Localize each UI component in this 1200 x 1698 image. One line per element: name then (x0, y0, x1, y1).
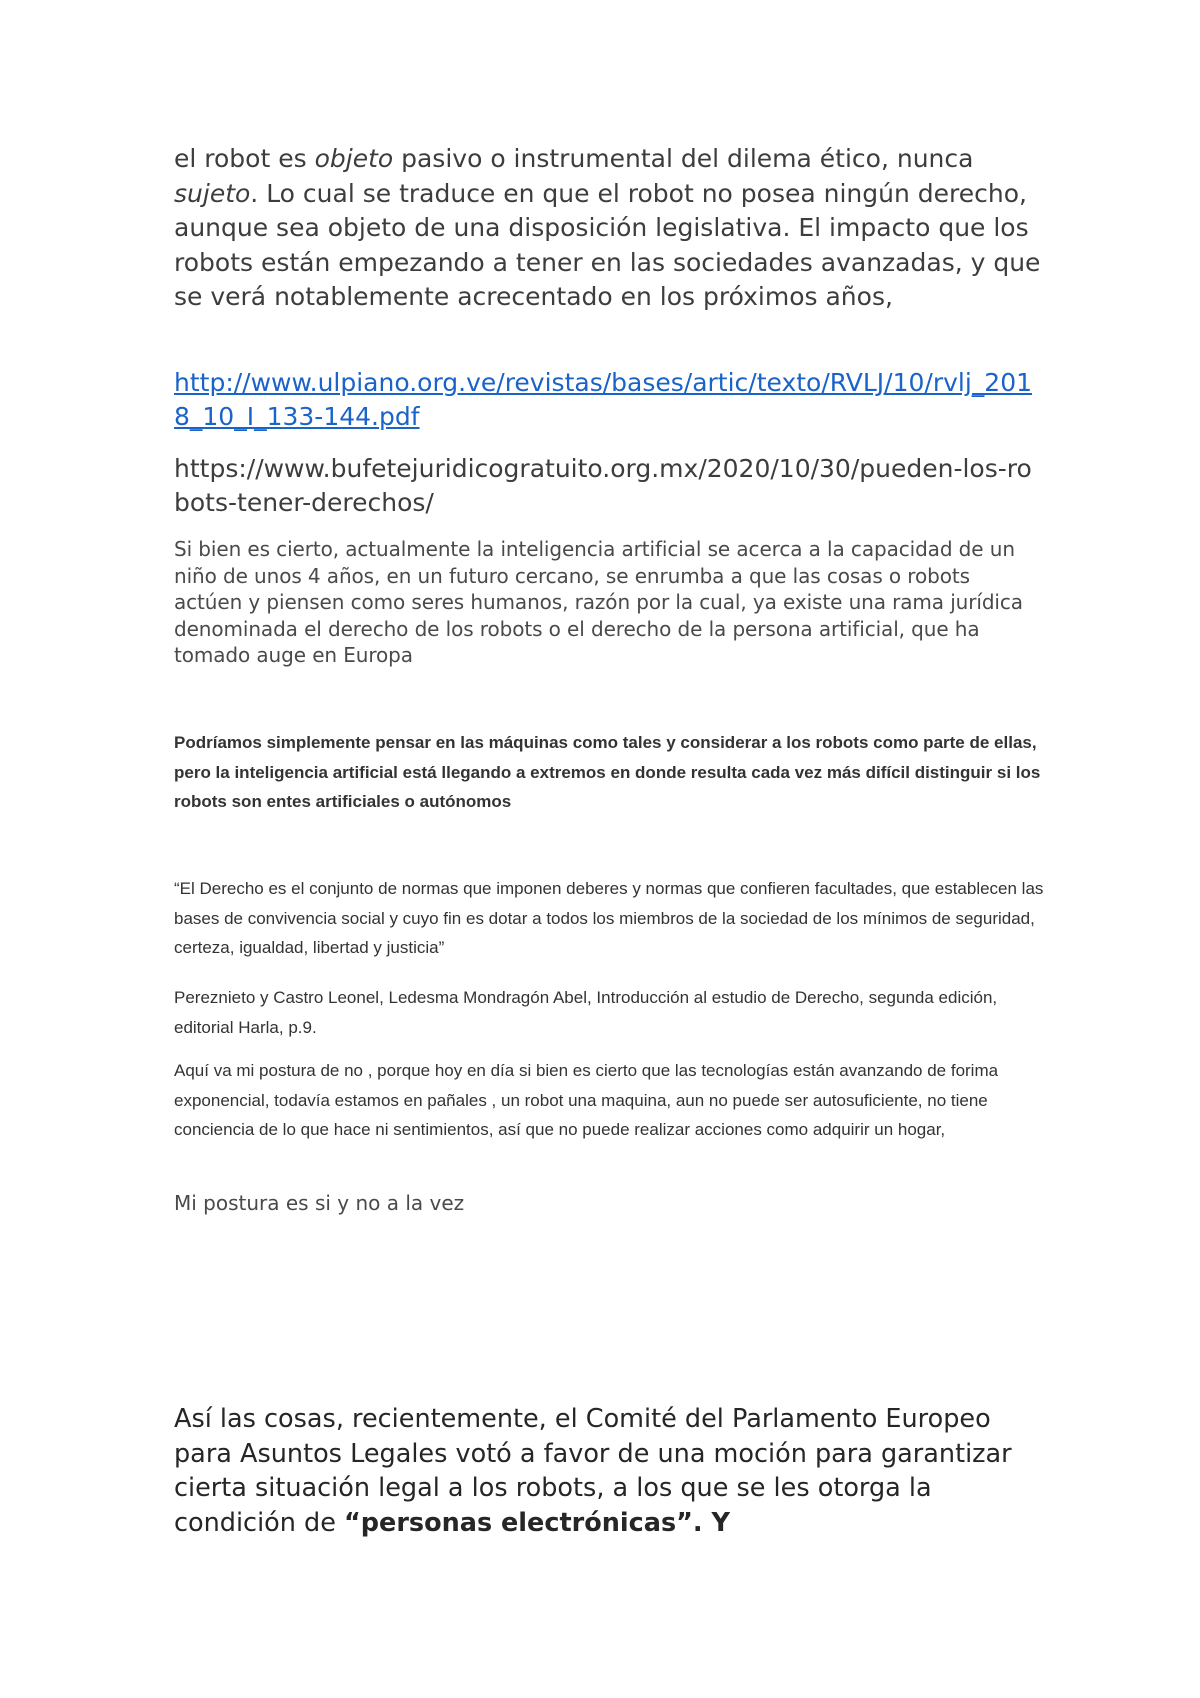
text-segment: Así las cosas, recientemente, el Comité del Parlamento Europeo para Asuntos Legales votó a favor de una moción para garantizar cierta situación legal a los robots, a los que se les otorga la condición de (174, 1404, 1012, 1538)
citation: Pereznieto y Castro Leonel, Ledesma Mondragón Abel, Introducción al estudio de Derecho, segunda edición, editorial Harla, p.9. (174, 988, 998, 1037)
quote-derecho: “El Derecho es el conjunto de normas que imponen deberes y normas que confieren facultades, que establecen las bases de convivencia social y cuyo fin es dotar a todos los miembros de la sociedad de los mínimos de seguridad, certeza, igualdad, libertad y justicia” (174, 879, 1044, 957)
link-ulpiano[interactable]: http://www.ulpiano.org.ve/revistas/bases/artic/texto/RVLJ/10/rvlj_2018_10_I_133-144.pdf (174, 368, 1033, 431)
paragraph-inteligencia-artificial: Si bien es cierto, actualmente la inteligencia artificial se acerca a la capacidad de un niño de unos 4 años, en un futuro cercano, se enrumba a que las cosas o robots actúen y piensen como seres humanos, razón por la cual, ya existe una rama jurídica denominada el derecho de los robots o el derecho de la persona artificial, que ha tomado auge en Europa (174, 537, 1023, 667)
text-segment: pasivo o instrumental del dilema ético, nunca (393, 144, 974, 173)
text-segment: . Lo cual se traduce en que el robot no posea ningún derecho, aunque sea objeto de una disposición legislativa. El impacto que los robots están empezando a tener en las sociedades avanzadas, y que se verá notablemente acrecentado en los próximos años, (174, 178, 1041, 311)
bold-personas-electronicas: “personas electrónicas”. Y (344, 1507, 730, 1538)
italic-sujeto: sujeto (174, 178, 251, 208)
paragraph-postura-no: Aquí va mi postura de no , porque hoy en día si bien es cierto que las tecnologías están avanzando de forima exponencial, todavía estamos en pañales , un robot una maquina, aun no puede ser autosuficiente, no tiene conciencia de lo que hace ni sentimientos, así que no puede realizar acciones como adquirir un hogar, (174, 1061, 999, 1139)
url-bufete: https://www.bufetejuridicogratuito.org.mx/2020/10/30/pueden-los-robots-tener-derechos/ (174, 454, 1032, 517)
paragraph-robot-objeto (174, 142, 1044, 315)
paragraph-mi-postura: Mi postura es si y no a la vez (174, 1191, 465, 1215)
paragraph-parlamento-europeo (174, 1402, 1044, 1540)
text-segment: el robot es (174, 144, 315, 173)
italic-objeto: objeto (314, 144, 394, 173)
paragraph-maquinas: Podríamos simplemente pensar en las máquinas como tales y considerar a los robots como parte de ellas, pero la inteligencia artificial está llegando a extremos en donde resulta cada vez más difícil distinguir si los robots son entes artificiales o autónomos (174, 733, 1041, 811)
